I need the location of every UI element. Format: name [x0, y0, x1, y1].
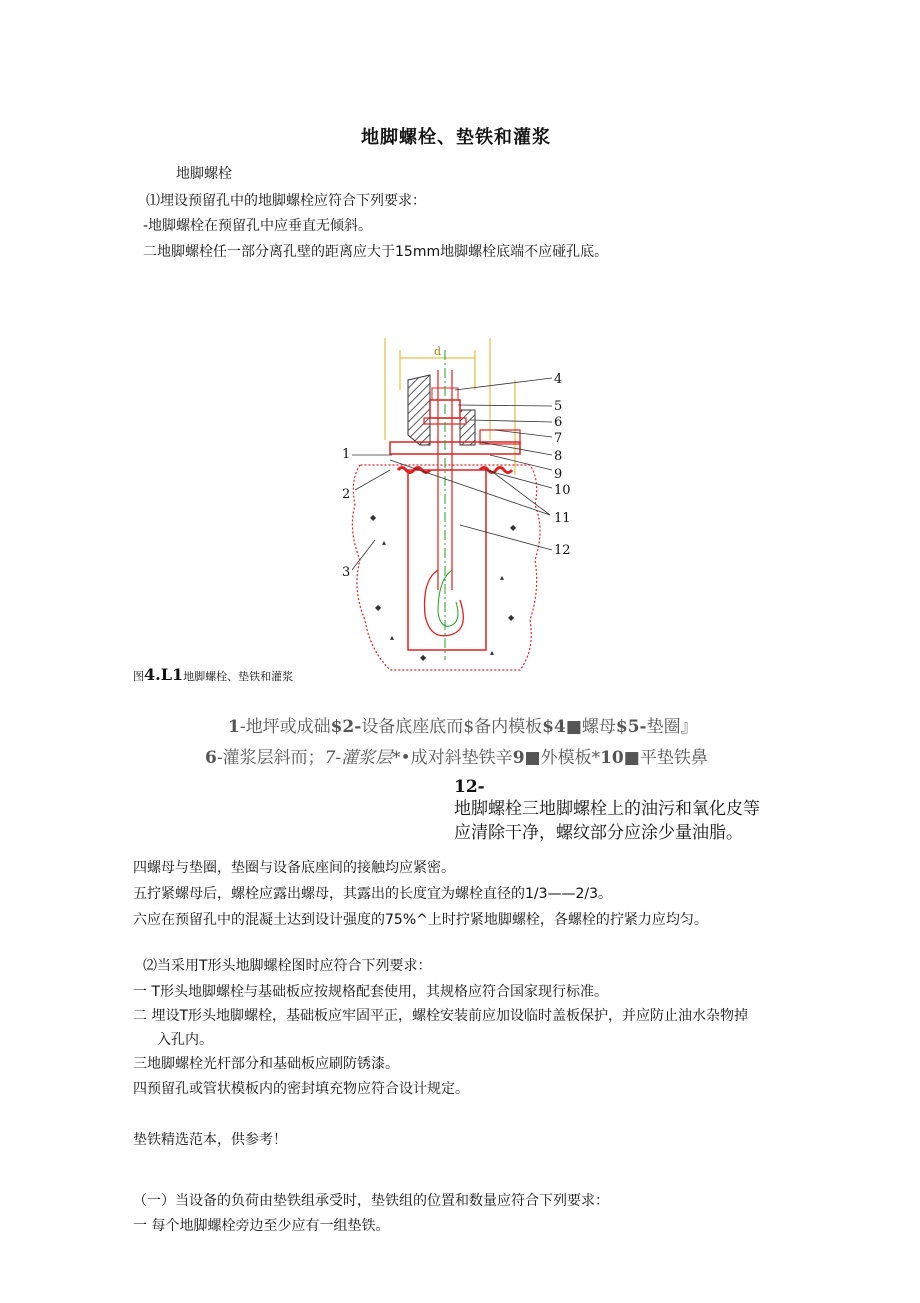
callout-11: 11 [554, 511, 571, 526]
legend-9-square: ■ [524, 748, 541, 768]
svg-text:▴: ▴ [490, 648, 495, 657]
preformed-hole [408, 470, 486, 650]
legend-1-text: -地坪或成础 [239, 717, 331, 737]
t-bolt-line-4: 四预留孔或管状模板内的密封填充物应符合设计规定。 [133, 1081, 469, 1097]
t-bolt-line-2b: 入孔内。 [157, 1032, 213, 1048]
caption-number: 4.L1 [144, 665, 184, 684]
callout-9: 9 [554, 467, 563, 482]
legend-row-2 [205, 748, 708, 768]
dimension-d-label: d [434, 345, 442, 358]
legend-row-1 [228, 717, 698, 737]
svg-text:▴: ▴ [390, 633, 395, 642]
callout-1: 1 [342, 447, 351, 462]
legend-4-square: ■ [565, 717, 582, 737]
t-bolt-line-1: 一 T形头地脚螺栓与基础板应按规格配套使用，其规格应符合国家现行标准。 [133, 984, 608, 1000]
section-heading: 地脚螺栓 [176, 166, 232, 182]
legend-5-text: 垫圈』 [646, 717, 698, 737]
foundation-outline [352, 465, 540, 670]
t-bolt-line-3: 三地脚螺栓光杆部分和基础板应刷防锈漆。 [133, 1056, 399, 1072]
equipment-base-hatch [408, 375, 430, 445]
requirement-line-4: 四螺母与垫圈，垫圈与设备底座间的接触均应紧密。 [133, 860, 455, 876]
svg-text:◆: ◆ [375, 603, 382, 612]
callout-5: 5 [554, 399, 563, 414]
svg-text:▴: ▴ [382, 538, 387, 547]
legend-2-text: 设备底座底而 [361, 717, 464, 737]
requirement-line-2: 二地脚螺栓任一部分离孔壁的距离应大于15mm地脚螺栓底端不应碰孔底。 [143, 244, 609, 260]
t-bolt-line-2a: 二 埋设T形头地脚螺栓，基础板应牢固平正，螺栓安装前应加设临时盖板保护，并应防止油水杂物掉 [133, 1008, 748, 1024]
page-title: 地脚螺栓、垫铁和灌浆 [361, 127, 551, 148]
caption-prefix: 图 [133, 670, 144, 683]
requirement-2: ⑵当采用T形头地脚螺栓图时应符合下列要求： [143, 958, 432, 974]
anchor-bolt-diagram [330, 330, 590, 680]
legend-9-text: 外模板* [540, 748, 601, 768]
legend-5-num: $5- [615, 717, 647, 737]
callout-6: 6 [554, 415, 563, 430]
requirement-1: ⑴埋设预留孔中的地脚螺栓应符合下列要求： [146, 193, 426, 209]
callout-2: 2 [342, 487, 351, 502]
shim-line-1: 一 每个地脚螺栓旁边至少应有一组垫铁。 [133, 1218, 390, 1234]
svg-text:▴: ▴ [500, 573, 505, 582]
svg-text:◆: ◆ [510, 523, 517, 532]
legend-4-num: $4 [542, 717, 566, 737]
legend-4-text: 螺母 [581, 717, 616, 737]
callout-12: 12 [554, 543, 571, 558]
requirement-line-1: -地脚螺栓在预留孔中应垂直无倾斜。 [143, 218, 373, 234]
callout-3: 3 [342, 565, 351, 580]
requirement-line-6: 六应在预留孔中的混凝土达到设计强度的75%^上时拧紧地脚螺栓，各螺栓的拧紧力应均匀。 [133, 912, 708, 928]
legend-12-text-1: 地脚螺栓三地脚螺栓上的油污和氧化皮等 [454, 799, 760, 819]
legend-12-text-2: 应清除干净，螺纹部分应涂少量油脂。 [454, 823, 743, 843]
shim-heading: 垫铁精选范本，供参考！ [133, 1132, 287, 1148]
caption-text: 地脚螺栓、垫铁和灌浆 [183, 670, 294, 683]
svg-text:◆: ◆ [370, 513, 377, 522]
legend-10-num: 10 [600, 748, 624, 768]
legend-6-text: -灌浆层斜而； [216, 748, 325, 768]
requirement-line-5: 五拧紧螺母后，螺栓应露出螺母，其露出的长度宜为螺栓直径的1/3——2/3。 [133, 886, 613, 902]
legend-2-num: $2- [330, 717, 362, 737]
callout-10: 10 [554, 483, 571, 498]
callout-7: 7 [554, 431, 563, 446]
legend-6-num: 6 [205, 748, 217, 768]
legend-3-text: $备内模板 [463, 717, 543, 737]
callout-4: 4 [554, 372, 563, 387]
svg-text:◆: ◆ [420, 653, 427, 662]
legend-12-num: 12- [454, 777, 485, 797]
legend-1-num: 1 [228, 717, 240, 737]
legend-10-text: 平垫铁鼻 [639, 748, 708, 768]
figure-caption [133, 665, 293, 685]
callout-8: 8 [554, 449, 563, 464]
legend-9-num: 9 [512, 748, 525, 768]
shim-requirement-1: （一）当设备的负荷由垫铁组承受时，垫铁组的位置和数量应符合下列要求： [133, 1193, 609, 1209]
legend-8-text: •成对斜垫铁辛 [400, 748, 513, 768]
legend-7-text: 7-灌浆层* [324, 748, 401, 768]
legend-10-square: ■ [623, 748, 640, 768]
svg-text:◆: ◆ [508, 613, 515, 622]
